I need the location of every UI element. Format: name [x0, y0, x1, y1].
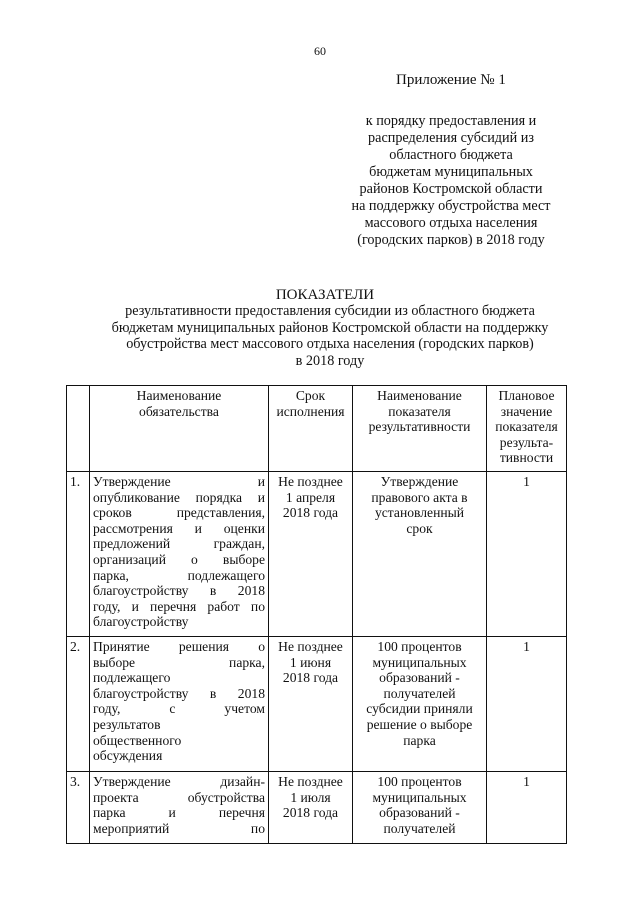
term-cell [269, 472, 353, 637]
indicator-line: правового акта в [371, 489, 468, 505]
row-number: 3. [67, 772, 90, 844]
term-cell [269, 772, 353, 844]
indicator-line: решение о выборе [366, 716, 473, 732]
obligation-cell [90, 637, 269, 772]
term-line: 1 июля [290, 789, 331, 805]
obligation-line: выборе парка, [93, 654, 265, 670]
indicator-line: 100 процентов [377, 774, 462, 789]
planned-value-cell: 1 [487, 637, 567, 772]
indicator-cell [353, 472, 487, 637]
indicators-table [66, 385, 567, 844]
term-line: Не позднее [278, 639, 343, 654]
subheading-line: результативности предоставления субсидии из областного бюджета [125, 303, 535, 319]
header-text: значение [500, 403, 553, 419]
table-row [67, 637, 567, 772]
row-number: 1. [67, 472, 90, 637]
table-header-row [67, 386, 567, 472]
obligation-line: организаций о выборе [93, 551, 265, 567]
indicator-cell [353, 772, 487, 844]
obligation-line: сроков представления, [93, 505, 265, 521]
term-cell [269, 637, 353, 772]
header-text: обязательства [139, 403, 219, 419]
document-heading: ПОКАЗАТЕЛИ [275, 287, 375, 303]
header-text: Срок [295, 388, 326, 403]
appendix-subtitle [338, 113, 564, 249]
obligation-line: благоустройству в 2018 [93, 685, 265, 701]
term-line: 2018 года [282, 805, 339, 821]
term-line: 2018 года [282, 505, 339, 521]
planned-value-cell: 1 [487, 472, 567, 637]
obligation-line: обсуждения [93, 748, 163, 764]
header-text: Наименование [377, 388, 462, 403]
indicator-cell [353, 637, 487, 772]
indicator-line: образований - [379, 805, 460, 821]
obligation-line: результатов [93, 716, 161, 732]
header-text: результативности [368, 419, 471, 435]
indicator-line: установленный [374, 505, 465, 521]
indicator-line: субсидии приняли [366, 701, 473, 717]
obligation-line: рассмотрения и оценки [93, 520, 265, 536]
obligation-line: Утверждение и [93, 474, 265, 489]
header-text: показателя [388, 403, 451, 419]
header-text: Наименование [136, 388, 222, 403]
header-text: Плановое [498, 388, 555, 403]
header-text: результа- [499, 434, 554, 450]
header-number [67, 386, 90, 472]
indicator-line: муниципальных [372, 654, 467, 670]
page-number: 60 [314, 44, 326, 58]
obligation-line: Принятие решения о [93, 639, 265, 654]
indicator-line: 100 процентов [377, 639, 462, 654]
indicator-line: образований - [379, 670, 460, 686]
obligation-line: благоустройству [93, 614, 189, 630]
term-line: Не позднее [278, 774, 343, 789]
obligation-line: общественного [93, 732, 182, 748]
obligation-line: благоустройству в 2018 [93, 583, 265, 599]
obligation-line: подлежащего [93, 670, 171, 686]
obligation-cell [90, 472, 269, 637]
appendix-title: Приложение № 1 [396, 72, 506, 88]
appendix-subtitle-line: областного бюджета [389, 147, 513, 163]
obligation-line: парка и перечня [93, 805, 265, 821]
table-row [67, 772, 567, 844]
planned-value-cell: 1 [487, 772, 567, 844]
term-line: 2018 года [282, 670, 339, 686]
header-indicator [353, 386, 487, 472]
document-subheading [60, 303, 600, 369]
obligation-line: проекта обустройства [93, 789, 265, 805]
subheading-line: обустройства мест массового отдыха населения (городских парков) [126, 336, 534, 352]
subheading-line: бюджетам муниципальных районов Костромской области на поддержку [111, 319, 549, 336]
indicator-line: парка [403, 732, 436, 748]
obligation-line: Утверждение дизайн- [93, 774, 265, 789]
row-number: 2. [67, 637, 90, 772]
appendix-subtitle-line: распределения субсидий из [368, 130, 534, 146]
appendix-subtitle-line: к порядку предоставления и [365, 113, 537, 129]
obligation-cell [90, 772, 269, 844]
appendix-subtitle-line: бюджетам муниципальных [369, 164, 533, 180]
header-planned-value [487, 386, 567, 472]
obligation-line: мероприятий по [93, 820, 265, 836]
indicator-line: срок [406, 520, 433, 536]
appendix-subtitle-line: массового отдыха населения [364, 215, 538, 231]
header-obligation [90, 386, 269, 472]
indicator-line: получателей [383, 820, 456, 836]
header-text: исполнения [276, 403, 345, 419]
obligation-line: парка, подлежащего [93, 567, 265, 583]
subheading-line: в 2018 году [295, 352, 365, 369]
obligation-line: году, и перечня работ по [93, 598, 265, 614]
indicator-line: Утверждение [380, 474, 459, 489]
term-line: 1 июня [289, 654, 332, 670]
table-row [67, 472, 567, 637]
term-line: Не позднее [278, 474, 343, 489]
indicator-line: получателей [383, 685, 456, 701]
obligation-line: опубликование порядка и [93, 489, 265, 505]
appendix-subtitle-line: (городских парков) в 2018 году [357, 232, 545, 248]
header-term [269, 386, 353, 472]
term-line: 1 апреля [285, 489, 336, 505]
appendix-subtitle-line: на поддержку обустройства мест [351, 198, 551, 214]
header-text: тивности [499, 450, 554, 466]
obligation-line: предложений граждан, [93, 536, 265, 552]
obligation-line: году, с учетом [93, 701, 265, 717]
indicator-line: муниципальных [372, 789, 467, 805]
header-text: показателя [495, 419, 558, 435]
appendix-subtitle-line: районов Костромской области [359, 181, 543, 197]
